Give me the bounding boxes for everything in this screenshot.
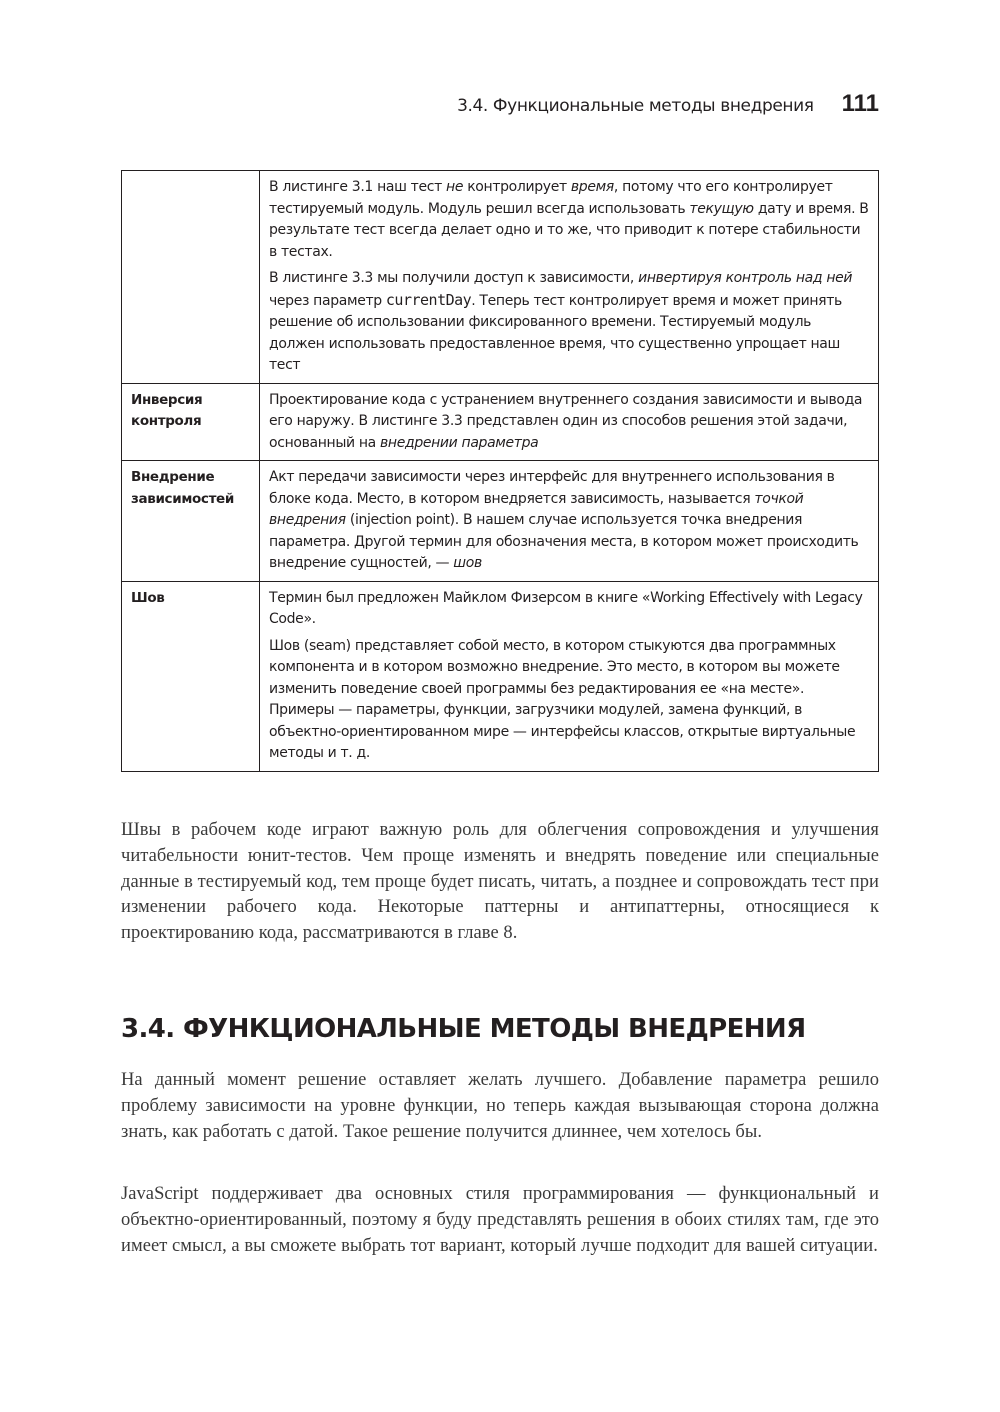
definition-cell: [260, 383, 879, 461]
term-cell: Инверсия контроля: [122, 383, 260, 461]
paragraph-javascript-styles: JavaScript поддерживает два основных стиля программирования — функциональный и объектно-ориентированный, поэтому я буду представлять решения в обоих стилях там, где это имеет смысл, а вы сможете выбрать тот вариант, который лучше подходит для вашей ситуации.: [121, 1184, 879, 1256]
emphasized-text: инвертируя контроль над ней: [638, 270, 853, 286]
glossary-table: [121, 170, 879, 772]
emphasized-text: шов: [453, 555, 482, 571]
definition-cell: [260, 581, 879, 771]
paragraph-current-solution: На данный момент решение оставляет желать лучшего. Добавление параметра решило проблему зависимости на уровне функции, но теперь каждая вызывающая сторона должна знать, как работать с датой. Такое решение получится длиннее, чем хотелось бы.: [121, 1070, 879, 1142]
body-paragraph: [121, 818, 879, 947]
definition-cell: [260, 171, 879, 384]
emphasized-text: время: [570, 179, 614, 195]
code-identifier: currentDay: [385, 290, 472, 309]
emphasized-text: внедрении параметра: [380, 434, 539, 451]
section-heading: 3.4. ФУНКЦИОНАЛЬНЫЕ МЕТОДЫ ВНЕДРЕНИЯ: [121, 1014, 806, 1044]
definition-paragraph: Шов (seam) представляет собой место, в котором стыкуются два программных компонента и в котором возможно внедрение. Это место, в котором вы можете изменить поведение своей программы без редактирования ее «на месте». Примеры — параметры, функции, загрузчики модулей, замена функций, в объектно-ориентированном мире — интерфейсы классов, открытые виртуальные методы и т. д.: [269, 637, 856, 761]
emphasized-text: не: [446, 179, 464, 195]
term-cell: Шов: [122, 581, 260, 771]
glossary-table-body: [122, 171, 879, 772]
table-row: [122, 581, 879, 771]
table-row: [122, 461, 879, 582]
definition-paragraph: В листинге 3.3 мы получили доступ к зависимости, инвертируя контроль над ней через параметр currentDay. Теперь тест контролирует время и может принять решение об использовании фиксированного времени. Тестируемый модуль должен использовать предоставленное время, что существенно упрощает наш тест: [269, 270, 853, 373]
running-header: [121, 90, 879, 118]
table-row: [122, 171, 879, 384]
definition-paragraph: Термин был предложен Майклом Физерсом в книге «Working Effectively with Legacy Code».: [269, 589, 863, 627]
paragraph-seams: Швы в рабочем коде играют важную роль для облегчения сопровождения и улучшения читабельности юнит-тестов. Чем проще изменять и внедрять поведение или специальные данные в тестируемый код, тем проще будет писать, читать, а позднее и сопровождать тест при изменении рабочего кода. Некоторые паттерны и антипаттерны, относящиеся к проектированию кода, рассматриваются в главе 8.: [121, 820, 879, 944]
definition-cell: [260, 461, 879, 582]
page-number: 111: [841, 90, 879, 117]
table-row: [122, 383, 879, 461]
term-cell: Внедрение зависимостей: [122, 461, 260, 582]
definition-paragraph: Проектирование кода с устранением внутреннего создания зависимости и вывода его наружу. В листинге 3.3 представлен один из способов решения этой задачи, основанный на внедрении параметра: [269, 391, 863, 451]
body-paragraph: [121, 1068, 879, 1145]
emphasized-text: текущую: [689, 200, 754, 217]
definition-paragraph: В листинге 3.1 наш тест не контролирует время, потому что его контролирует тестируемый модуль. Модуль решил всегда использовать текущую дату и время. В результате тест всегда делает одно и то же, что приводит к потере стабильности в тестах.: [269, 179, 869, 260]
definition-paragraph: Акт передачи зависимости через интерфейс для внутреннего использования в блоке кода. Место, в котором внедряется зависимость, называется точкой внедрения (injection point). В нашем случае используется точка внедрения параметра. Другой термин для обозначения места, в котором может происходить внедрение сущностей, — шов: [269, 469, 859, 571]
body-paragraph: [121, 1182, 879, 1259]
term-cell: [122, 171, 260, 384]
emphasized-text: точкой внедрения: [269, 490, 804, 528]
running-title: 3.4. Функциональные методы внедрения: [457, 96, 814, 116]
